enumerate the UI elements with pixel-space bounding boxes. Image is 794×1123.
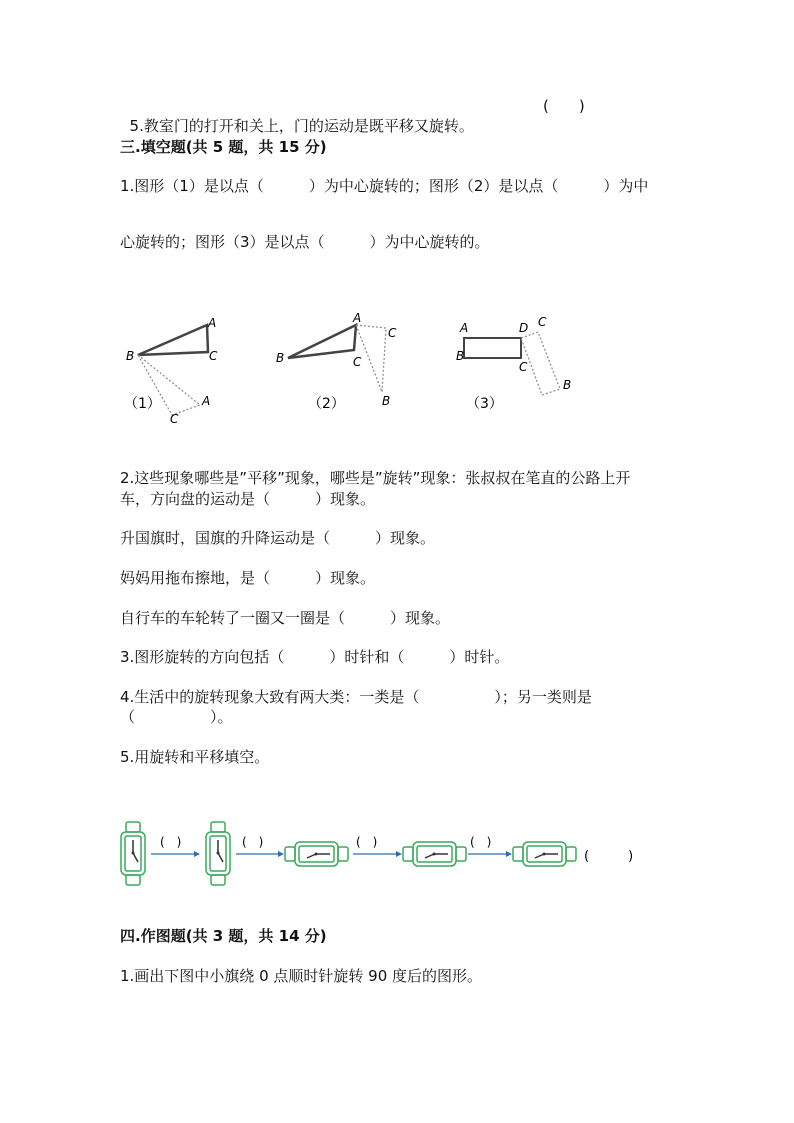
fig2-label-C-rotated: C bbox=[388, 326, 397, 340]
q2-line2: 车，方向盘的运动是（ ）现象。 bbox=[120, 490, 376, 508]
q5-answer-paren: ( ) bbox=[543, 97, 585, 115]
watch-icon-5 bbox=[513, 842, 576, 866]
q2-line1: 2.这些现象哪些是”平移”现象，哪些是”旋转”现象：张叔叔在笔直的公路上开 bbox=[120, 469, 631, 487]
fig2-label-A: A bbox=[353, 311, 362, 325]
fig1-label-C: C bbox=[209, 349, 218, 363]
q-draw1-text: 1.画出下图中小旗绕 0 点顺时针旋转 90 度后的图形。 bbox=[120, 967, 483, 985]
fig2-caption: （2） bbox=[308, 396, 345, 412]
watch-icon-1 bbox=[121, 822, 145, 885]
q2-line4: 妈妈用拖布擦地，是（ ）现象。 bbox=[120, 569, 376, 587]
fig1-label-C-rotated: C bbox=[170, 412, 179, 426]
fig1-label-B: B bbox=[126, 349, 135, 363]
watch-icon-3 bbox=[285, 842, 348, 866]
q4-line1: 4.生活中的旋转现象大致有两大类：一类是（ ）；另一类则是 bbox=[120, 688, 592, 706]
fig2-label-B-rotated: B bbox=[382, 394, 391, 408]
fig3-label-D: D bbox=[519, 321, 529, 335]
watch-final-blank: ( ) bbox=[584, 849, 634, 864]
q2-line5: 自行车的车轮转了一圈又一圈是（ ）现象。 bbox=[120, 609, 451, 627]
fig3-label-B-rotated: B bbox=[563, 378, 572, 392]
fig1-triangle bbox=[138, 325, 208, 355]
q1-line1: 1.图形（1）是以点（ ）为中心旋转的；图形（2）是以点（ ）为中 bbox=[120, 177, 649, 195]
fig3-caption: （3） bbox=[466, 396, 503, 412]
arrow-4-head bbox=[506, 851, 512, 857]
fig3-label-C-rotated: C bbox=[538, 315, 547, 329]
q2-line3: 升国旗时，国旗的升降运动是（ ）现象。 bbox=[120, 529, 436, 547]
q5-fill-text: 5.用旋转和平移填空。 bbox=[120, 748, 270, 766]
fig3-label-B: B bbox=[456, 349, 465, 363]
q1-line2: 心旋转的；图形（3）是以点（ ）为中心旋转的。 bbox=[120, 233, 490, 251]
watch-blank-2: ( ) bbox=[242, 835, 264, 849]
q5-text: 5.教室门的打开和关上，门的运动是既平移又旋转。 bbox=[129, 117, 474, 135]
fig3-rectangle bbox=[464, 338, 521, 358]
arrow-1-head bbox=[194, 851, 200, 857]
rotation-figure bbox=[110, 300, 590, 440]
watch-icon-2 bbox=[206, 822, 230, 885]
q5-truefalse bbox=[120, 96, 474, 136]
fig2-label-C: C bbox=[353, 355, 362, 369]
figure-3 bbox=[456, 315, 571, 412]
fig2-triangle bbox=[288, 325, 356, 358]
section3-heading: 三.填空题(共 5 题，共 15 分) bbox=[120, 138, 327, 156]
fig2-label-B: B bbox=[276, 351, 285, 365]
fig1-label-A-rotated: A bbox=[202, 394, 211, 408]
fig3-label-C: C bbox=[519, 360, 528, 374]
watch-blank-4: ( ) bbox=[470, 835, 492, 849]
watch-icon-4 bbox=[403, 842, 466, 866]
arrow-2-head bbox=[278, 851, 284, 857]
watch-sequence bbox=[118, 820, 658, 890]
q3-text: 3.图形旋转的方向包括（ ）时针和（ ）时针。 bbox=[120, 648, 510, 666]
watch-blank-1: ( ) bbox=[160, 835, 182, 849]
arrow-3-head bbox=[396, 851, 402, 857]
fig1-caption: （1） bbox=[124, 396, 161, 412]
fig3-label-A: A bbox=[460, 321, 469, 335]
q4-line2: （ ）。 bbox=[120, 708, 233, 726]
figure-1 bbox=[124, 316, 218, 426]
figure-2 bbox=[276, 311, 397, 412]
watch-blank-3: ( ) bbox=[356, 835, 378, 849]
fig1-label-A: A bbox=[208, 316, 217, 330]
section4-heading: 四.作图题(共 3 题，共 14 分) bbox=[120, 927, 327, 945]
